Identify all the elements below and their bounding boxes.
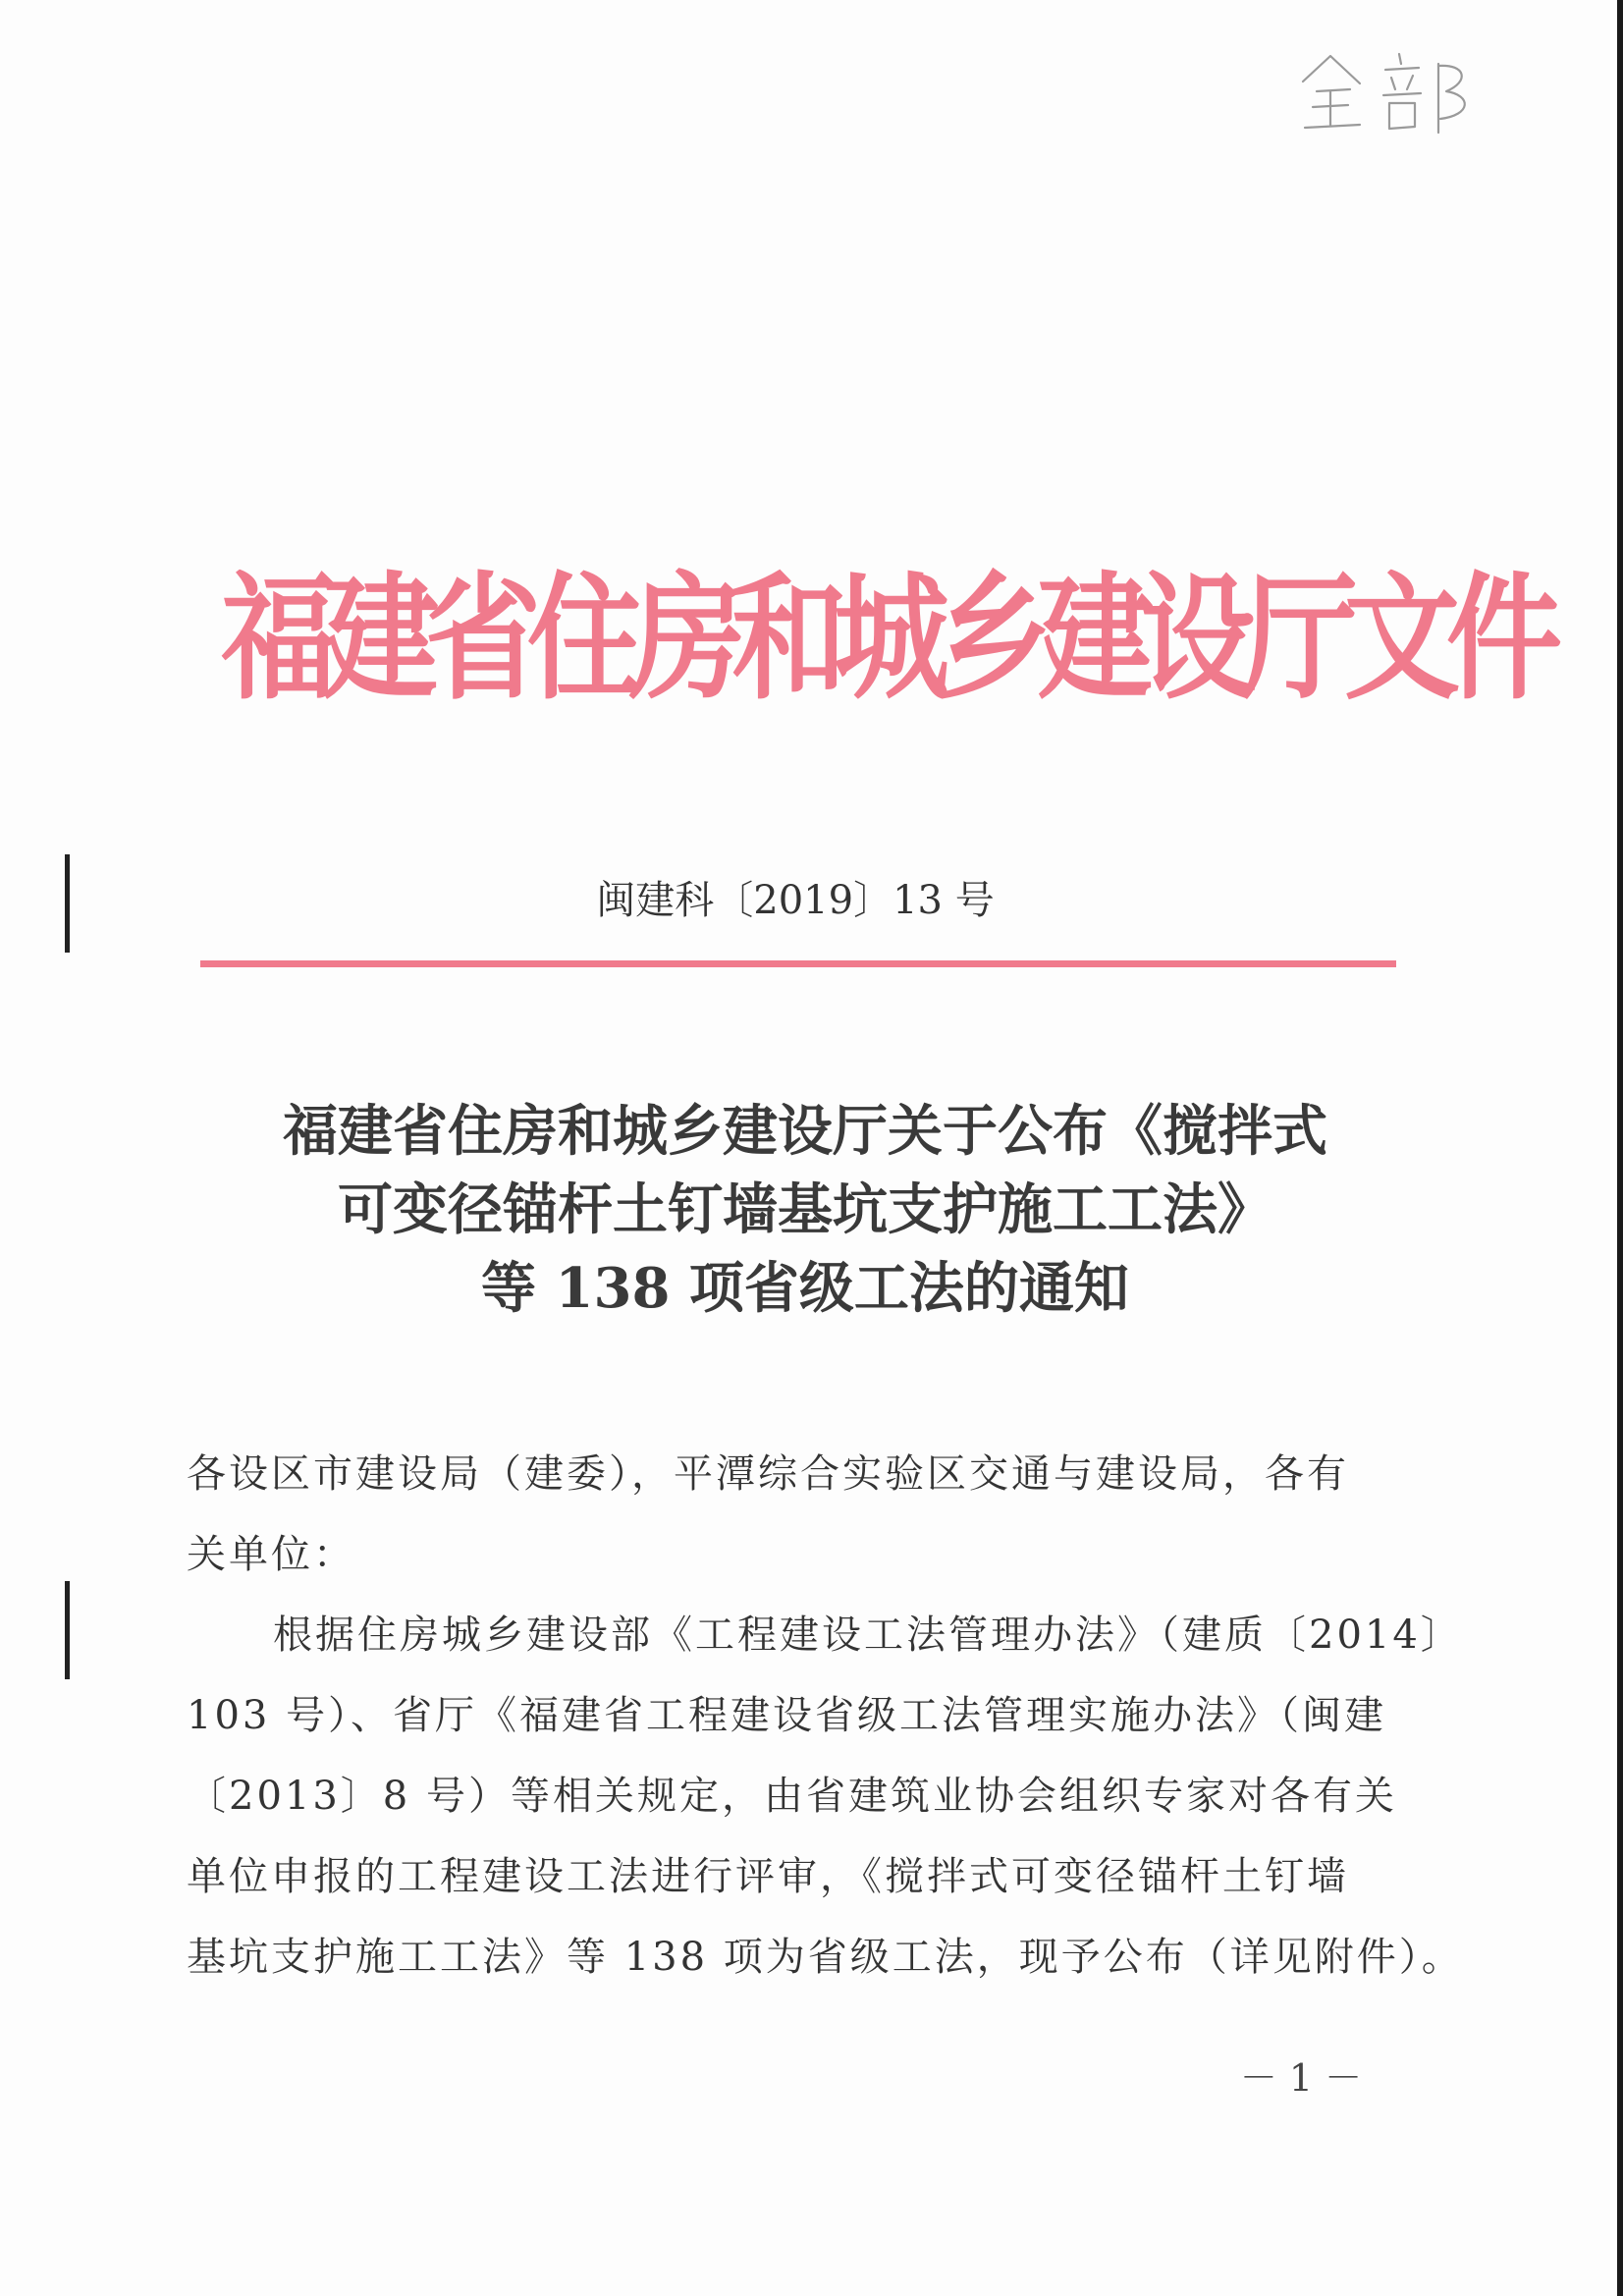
salutation-line: 各设区市建设局（建委），平潭综合实验区交通与建设局，各有 [187,1451,1349,1497]
body-paragraph-line: 〔2013〕8 号）等相关规定，由省建筑业协会组织专家对各有关 [187,1774,1397,1819]
red-divider-line [200,960,1396,967]
issuing-authority-title: 福建省住房和城乡建设厅文件 [221,557,1549,719]
body-paragraph-line: 根据住房城乡建设部《工程建设工法管理办法》（建质〔2014〕 [273,1613,1463,1658]
notice-title [187,1092,1424,1328]
handwritten-note [1291,34,1488,142]
scan-edge [1617,0,1623,2296]
body-paragraph-line: 103 号）、省厅《福建省工程建设省级工法管理实施办法》（闽建 [187,1693,1387,1738]
binding-mark-bottom [65,1581,70,1679]
notice-title-line: 等 138 项省级工法的通知 [481,1256,1129,1321]
body-paragraph-line: 基坑支护施工工法》等 138 项为省级工法，现予公布（详见附件）。 [187,1935,1464,1980]
binding-mark-top [65,854,70,953]
notice-title-line: 可变径锚杆土钉墙基坑支护施工工法》 [338,1177,1272,1242]
notice-title-line: 福建省住房和城乡建设厅关于公布《搅拌式 [283,1099,1327,1164]
body-paragraph-line: 单位申报的工程建设工法进行评审，《搅拌式可变径锚杆土钉墙 [187,1854,1349,1899]
notice-body [187,1434,1464,1997]
page-number: － 1 － [1239,2056,1363,2100]
document-number: 闽建科〔2019〕13 号 [596,878,995,923]
salutation-line: 关单位： [187,1532,355,1577]
